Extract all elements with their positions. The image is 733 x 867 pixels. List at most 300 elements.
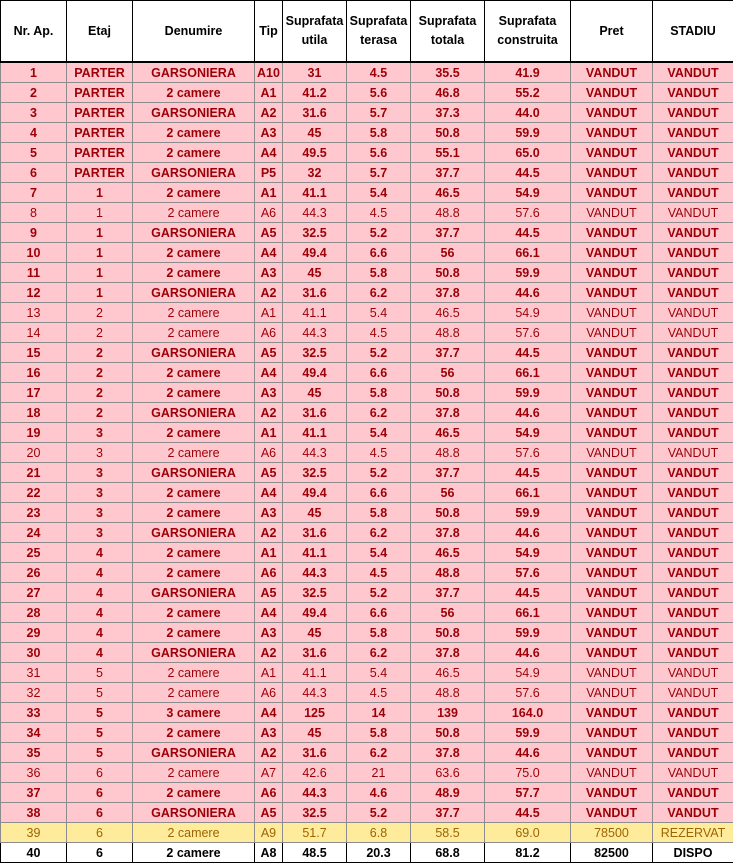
cell-pret: VANDUT bbox=[571, 523, 653, 543]
cell-stadiu: VANDUT bbox=[653, 203, 733, 223]
cell-suprafata-totala: 50.8 bbox=[411, 263, 485, 283]
table-row bbox=[1, 62, 733, 83]
cell-suprafata-terasa: 5.8 bbox=[347, 503, 411, 523]
cell-nr-ap: 24 bbox=[1, 523, 67, 543]
table-row bbox=[1, 463, 733, 483]
cell-denumire: 2 camere bbox=[133, 823, 255, 843]
cell-pret: VANDUT bbox=[571, 663, 653, 683]
cell-suprafata-totala: 46.5 bbox=[411, 543, 485, 563]
cell-tip: A4 bbox=[255, 483, 283, 503]
cell-tip: A2 bbox=[255, 403, 283, 423]
cell-tip: A6 bbox=[255, 323, 283, 343]
cell-tip: A4 bbox=[255, 703, 283, 723]
cell-stadiu: VANDUT bbox=[653, 83, 733, 103]
cell-tip: A8 bbox=[255, 843, 283, 863]
table-row bbox=[1, 323, 733, 343]
cell-etaj: 2 bbox=[67, 383, 133, 403]
table-row bbox=[1, 163, 733, 183]
cell-stadiu: VANDUT bbox=[653, 403, 733, 423]
table-row bbox=[1, 523, 733, 543]
cell-suprafata-utila: 31.6 bbox=[283, 523, 347, 543]
table-body bbox=[1, 62, 733, 863]
cell-pret: VANDUT bbox=[571, 463, 653, 483]
cell-etaj: 4 bbox=[67, 583, 133, 603]
cell-suprafata-totala: 37.3 bbox=[411, 103, 485, 123]
cell-etaj: 1 bbox=[67, 243, 133, 263]
cell-denumire: GARSONIERA bbox=[133, 643, 255, 663]
cell-nr-ap: 9 bbox=[1, 223, 67, 243]
cell-suprafata-totala: 37.7 bbox=[411, 223, 485, 243]
cell-suprafata-totala: 46.5 bbox=[411, 423, 485, 443]
table-row bbox=[1, 743, 733, 763]
cell-suprafata-construita: 57.7 bbox=[485, 783, 571, 803]
table-row bbox=[1, 723, 733, 743]
table-row bbox=[1, 763, 733, 783]
cell-suprafata-construita: 59.9 bbox=[485, 383, 571, 403]
cell-denumire: GARSONIERA bbox=[133, 283, 255, 303]
cell-suprafata-totala: 55.1 bbox=[411, 143, 485, 163]
cell-pret: VANDUT bbox=[571, 643, 653, 663]
cell-pret: VANDUT bbox=[571, 83, 653, 103]
cell-suprafata-totala: 37.7 bbox=[411, 343, 485, 363]
cell-pret: VANDUT bbox=[571, 243, 653, 263]
cell-suprafata-terasa: 4.5 bbox=[347, 62, 411, 83]
header-pret: Pret bbox=[571, 1, 653, 63]
cell-nr-ap: 13 bbox=[1, 303, 67, 323]
cell-suprafata-totala: 37.7 bbox=[411, 463, 485, 483]
table-row bbox=[1, 623, 733, 643]
cell-suprafata-utila: 41.1 bbox=[283, 663, 347, 683]
cell-tip: A5 bbox=[255, 803, 283, 823]
cell-suprafata-construita: 44.6 bbox=[485, 283, 571, 303]
cell-pret: VANDUT bbox=[571, 543, 653, 563]
cell-suprafata-construita: 44.6 bbox=[485, 403, 571, 423]
cell-nr-ap: 30 bbox=[1, 643, 67, 663]
cell-pret: VANDUT bbox=[571, 283, 653, 303]
cell-etaj: 5 bbox=[67, 703, 133, 723]
cell-etaj: 3 bbox=[67, 483, 133, 503]
cell-suprafata-totala: 58.5 bbox=[411, 823, 485, 843]
cell-suprafata-totala: 48.9 bbox=[411, 783, 485, 803]
cell-nr-ap: 17 bbox=[1, 383, 67, 403]
cell-suprafata-terasa: 5.2 bbox=[347, 583, 411, 603]
table-row bbox=[1, 703, 733, 723]
cell-suprafata-construita: 54.9 bbox=[485, 663, 571, 683]
cell-etaj: 6 bbox=[67, 803, 133, 823]
cell-nr-ap: 25 bbox=[1, 543, 67, 563]
table-row bbox=[1, 243, 733, 263]
cell-suprafata-totala: 56 bbox=[411, 363, 485, 383]
cell-nr-ap: 10 bbox=[1, 243, 67, 263]
cell-suprafata-totala: 48.8 bbox=[411, 443, 485, 463]
cell-stadiu: VANDUT bbox=[653, 363, 733, 383]
cell-nr-ap: 21 bbox=[1, 463, 67, 483]
cell-denumire: 2 camere bbox=[133, 603, 255, 623]
cell-denumire: GARSONIERA bbox=[133, 163, 255, 183]
cell-stadiu: VANDUT bbox=[653, 62, 733, 83]
cell-suprafata-terasa: 5.2 bbox=[347, 223, 411, 243]
cell-stadiu: VANDUT bbox=[653, 463, 733, 483]
cell-pret: VANDUT bbox=[571, 143, 653, 163]
cell-nr-ap: 28 bbox=[1, 603, 67, 623]
cell-etaj: PARTER bbox=[67, 103, 133, 123]
cell-etaj: PARTER bbox=[67, 83, 133, 103]
cell-suprafata-terasa: 6.2 bbox=[347, 743, 411, 763]
header-suprafata-terasa: Suprafata terasa bbox=[347, 1, 411, 63]
cell-stadiu: VANDUT bbox=[653, 703, 733, 723]
cell-suprafata-utila: 44.3 bbox=[283, 443, 347, 463]
cell-suprafata-totala: 56 bbox=[411, 483, 485, 503]
cell-pret: VANDUT bbox=[571, 203, 653, 223]
cell-pret: VANDUT bbox=[571, 603, 653, 623]
cell-stadiu: REZERVAT bbox=[653, 823, 733, 843]
cell-pret: VANDUT bbox=[571, 443, 653, 463]
cell-etaj: PARTER bbox=[67, 123, 133, 143]
cell-suprafata-terasa: 6.2 bbox=[347, 283, 411, 303]
cell-etaj: PARTER bbox=[67, 62, 133, 83]
cell-tip: A4 bbox=[255, 603, 283, 623]
cell-denumire: GARSONIERA bbox=[133, 62, 255, 83]
cell-denumire: GARSONIERA bbox=[133, 463, 255, 483]
cell-suprafata-utila: 49.4 bbox=[283, 483, 347, 503]
table-row bbox=[1, 83, 733, 103]
cell-stadiu: VANDUT bbox=[653, 603, 733, 623]
cell-nr-ap: 19 bbox=[1, 423, 67, 443]
cell-nr-ap: 11 bbox=[1, 263, 67, 283]
cell-suprafata-construita: 66.1 bbox=[485, 363, 571, 383]
cell-nr-ap: 8 bbox=[1, 203, 67, 223]
cell-suprafata-terasa: 5.8 bbox=[347, 123, 411, 143]
table-row bbox=[1, 263, 733, 283]
cell-suprafata-totala: 139 bbox=[411, 703, 485, 723]
cell-tip: A6 bbox=[255, 443, 283, 463]
cell-nr-ap: 5 bbox=[1, 143, 67, 163]
cell-denumire: 2 camere bbox=[133, 423, 255, 443]
cell-tip: A2 bbox=[255, 103, 283, 123]
cell-suprafata-terasa: 5.6 bbox=[347, 83, 411, 103]
cell-suprafata-utila: 41.1 bbox=[283, 423, 347, 443]
header-suprafata-construita: Suprafata construita bbox=[485, 1, 571, 63]
cell-stadiu: VANDUT bbox=[653, 163, 733, 183]
cell-denumire: 2 camere bbox=[133, 363, 255, 383]
cell-stadiu: VANDUT bbox=[653, 483, 733, 503]
cell-denumire: 2 camere bbox=[133, 663, 255, 683]
cell-etaj: 1 bbox=[67, 223, 133, 243]
cell-stadiu: VANDUT bbox=[653, 763, 733, 783]
table-row bbox=[1, 443, 733, 463]
cell-etaj: 3 bbox=[67, 503, 133, 523]
table-row bbox=[1, 783, 733, 803]
cell-suprafata-terasa: 5.8 bbox=[347, 623, 411, 643]
cell-suprafata-totala: 48.8 bbox=[411, 683, 485, 703]
cell-pret: VANDUT bbox=[571, 703, 653, 723]
cell-pret: VANDUT bbox=[571, 623, 653, 643]
cell-denumire: GARSONIERA bbox=[133, 403, 255, 423]
cell-etaj: 6 bbox=[67, 823, 133, 843]
cell-suprafata-utila: 45 bbox=[283, 623, 347, 643]
header-suprafata-utila: Suprafata utila bbox=[283, 1, 347, 63]
cell-tip: A7 bbox=[255, 763, 283, 783]
cell-suprafata-construita: 44.6 bbox=[485, 523, 571, 543]
cell-tip: A1 bbox=[255, 83, 283, 103]
cell-suprafata-utila: 41.1 bbox=[283, 183, 347, 203]
cell-suprafata-terasa: 5.7 bbox=[347, 163, 411, 183]
table-row bbox=[1, 603, 733, 623]
cell-etaj: 4 bbox=[67, 563, 133, 583]
cell-pret: VANDUT bbox=[571, 803, 653, 823]
cell-denumire: GARSONIERA bbox=[133, 343, 255, 363]
cell-stadiu: VANDUT bbox=[653, 723, 733, 743]
cell-suprafata-construita: 41.9 bbox=[485, 62, 571, 83]
cell-etaj: 4 bbox=[67, 643, 133, 663]
cell-suprafata-utila: 49.4 bbox=[283, 363, 347, 383]
cell-pret: VANDUT bbox=[571, 723, 653, 743]
cell-suprafata-construita: 55.2 bbox=[485, 83, 571, 103]
cell-suprafata-construita: 66.1 bbox=[485, 243, 571, 263]
cell-stadiu: VANDUT bbox=[653, 423, 733, 443]
cell-suprafata-construita: 54.9 bbox=[485, 423, 571, 443]
cell-suprafata-terasa: 5.4 bbox=[347, 423, 411, 443]
cell-nr-ap: 39 bbox=[1, 823, 67, 843]
cell-suprafata-totala: 50.8 bbox=[411, 623, 485, 643]
cell-etaj: PARTER bbox=[67, 163, 133, 183]
cell-stadiu: VANDUT bbox=[653, 143, 733, 163]
cell-stadiu: VANDUT bbox=[653, 243, 733, 263]
cell-stadiu: DISPO bbox=[653, 843, 733, 863]
cell-nr-ap: 38 bbox=[1, 803, 67, 823]
cell-nr-ap: 36 bbox=[1, 763, 67, 783]
table-row bbox=[1, 423, 733, 443]
cell-suprafata-totala: 50.8 bbox=[411, 123, 485, 143]
cell-suprafata-terasa: 5.4 bbox=[347, 663, 411, 683]
cell-pret: VANDUT bbox=[571, 783, 653, 803]
cell-suprafata-totala: 48.8 bbox=[411, 203, 485, 223]
cell-stadiu: VANDUT bbox=[653, 783, 733, 803]
cell-pret: VANDUT bbox=[571, 423, 653, 443]
cell-suprafata-terasa: 4.5 bbox=[347, 563, 411, 583]
cell-denumire: 2 camere bbox=[133, 763, 255, 783]
cell-suprafata-terasa: 6.8 bbox=[347, 823, 411, 843]
cell-stadiu: VANDUT bbox=[653, 123, 733, 143]
cell-pret: VANDUT bbox=[571, 763, 653, 783]
table-row bbox=[1, 143, 733, 163]
cell-tip: A3 bbox=[255, 503, 283, 523]
cell-tip: A1 bbox=[255, 303, 283, 323]
cell-suprafata-utila: 32.5 bbox=[283, 583, 347, 603]
cell-stadiu: VANDUT bbox=[653, 543, 733, 563]
cell-suprafata-utila: 32.5 bbox=[283, 803, 347, 823]
table-row bbox=[1, 683, 733, 703]
cell-tip: A4 bbox=[255, 243, 283, 263]
cell-pret: 78500 bbox=[571, 823, 653, 843]
cell-suprafata-terasa: 6.6 bbox=[347, 603, 411, 623]
cell-stadiu: VANDUT bbox=[653, 183, 733, 203]
cell-suprafata-construita: 44.5 bbox=[485, 463, 571, 483]
cell-denumire: 2 camere bbox=[133, 303, 255, 323]
cell-nr-ap: 33 bbox=[1, 703, 67, 723]
cell-tip: A1 bbox=[255, 423, 283, 443]
cell-tip: A2 bbox=[255, 743, 283, 763]
header-nr-ap: Nr. Ap. bbox=[1, 1, 67, 63]
cell-suprafata-construita: 54.9 bbox=[485, 303, 571, 323]
cell-suprafata-construita: 44.5 bbox=[485, 223, 571, 243]
cell-etaj: 2 bbox=[67, 403, 133, 423]
cell-nr-ap: 18 bbox=[1, 403, 67, 423]
cell-suprafata-construita: 44.6 bbox=[485, 643, 571, 663]
cell-etaj: 3 bbox=[67, 523, 133, 543]
cell-suprafata-totala: 37.8 bbox=[411, 403, 485, 423]
table-row bbox=[1, 383, 733, 403]
header-suprafata-totala: Suprafata totala bbox=[411, 1, 485, 63]
cell-denumire: 2 camere bbox=[133, 443, 255, 463]
cell-denumire: GARSONIERA bbox=[133, 583, 255, 603]
cell-suprafata-totala: 37.8 bbox=[411, 523, 485, 543]
cell-stadiu: VANDUT bbox=[653, 683, 733, 703]
cell-suprafata-construita: 59.9 bbox=[485, 723, 571, 743]
cell-tip: A6 bbox=[255, 563, 283, 583]
cell-tip: A2 bbox=[255, 643, 283, 663]
cell-tip: A5 bbox=[255, 343, 283, 363]
header-tip: Tip bbox=[255, 1, 283, 63]
cell-tip: A3 bbox=[255, 623, 283, 643]
cell-suprafata-totala: 48.8 bbox=[411, 563, 485, 583]
cell-suprafata-construita: 57.6 bbox=[485, 323, 571, 343]
cell-suprafata-construita: 164.0 bbox=[485, 703, 571, 723]
cell-tip: A1 bbox=[255, 543, 283, 563]
cell-suprafata-terasa: 5.8 bbox=[347, 383, 411, 403]
cell-suprafata-totala: 37.8 bbox=[411, 743, 485, 763]
cell-nr-ap: 7 bbox=[1, 183, 67, 203]
cell-suprafata-totala: 35.5 bbox=[411, 62, 485, 83]
cell-suprafata-construita: 75.0 bbox=[485, 763, 571, 783]
cell-suprafata-utila: 31 bbox=[283, 62, 347, 83]
cell-suprafata-utila: 44.3 bbox=[283, 783, 347, 803]
cell-etaj: 2 bbox=[67, 343, 133, 363]
cell-suprafata-terasa: 21 bbox=[347, 763, 411, 783]
cell-suprafata-construita: 59.9 bbox=[485, 623, 571, 643]
cell-suprafata-utila: 49.5 bbox=[283, 143, 347, 163]
cell-suprafata-terasa: 5.6 bbox=[347, 143, 411, 163]
cell-suprafata-construita: 44.5 bbox=[485, 163, 571, 183]
cell-nr-ap: 15 bbox=[1, 343, 67, 363]
header-etaj: Etaj bbox=[67, 1, 133, 63]
cell-pret: VANDUT bbox=[571, 163, 653, 183]
cell-etaj: 1 bbox=[67, 183, 133, 203]
cell-suprafata-totala: 50.8 bbox=[411, 723, 485, 743]
cell-pret: VANDUT bbox=[571, 743, 653, 763]
cell-suprafata-totala: 46.5 bbox=[411, 663, 485, 683]
cell-nr-ap: 20 bbox=[1, 443, 67, 463]
table-row bbox=[1, 123, 733, 143]
cell-suprafata-utila: 45 bbox=[283, 723, 347, 743]
cell-suprafata-construita: 54.9 bbox=[485, 183, 571, 203]
cell-pret: VANDUT bbox=[571, 62, 653, 83]
cell-stadiu: VANDUT bbox=[653, 643, 733, 663]
cell-etaj: 4 bbox=[67, 603, 133, 623]
cell-tip: A1 bbox=[255, 183, 283, 203]
cell-suprafata-utila: 45 bbox=[283, 263, 347, 283]
cell-denumire: 2 camere bbox=[133, 843, 255, 863]
cell-suprafata-construita: 44.0 bbox=[485, 103, 571, 123]
cell-pret: VANDUT bbox=[571, 583, 653, 603]
cell-stadiu: VANDUT bbox=[653, 103, 733, 123]
cell-suprafata-totala: 56 bbox=[411, 243, 485, 263]
cell-suprafata-construita: 65.0 bbox=[485, 143, 571, 163]
cell-stadiu: VANDUT bbox=[653, 343, 733, 363]
table-row bbox=[1, 303, 733, 323]
cell-suprafata-terasa: 6.2 bbox=[347, 643, 411, 663]
cell-etaj: 3 bbox=[67, 463, 133, 483]
cell-suprafata-totala: 37.7 bbox=[411, 583, 485, 603]
cell-denumire: 2 camere bbox=[133, 323, 255, 343]
cell-nr-ap: 31 bbox=[1, 663, 67, 683]
cell-pret: VANDUT bbox=[571, 483, 653, 503]
cell-nr-ap: 2 bbox=[1, 83, 67, 103]
cell-suprafata-utila: 44.3 bbox=[283, 203, 347, 223]
cell-suprafata-terasa: 4.6 bbox=[347, 783, 411, 803]
cell-suprafata-terasa: 4.5 bbox=[347, 203, 411, 223]
cell-stadiu: VANDUT bbox=[653, 523, 733, 543]
cell-suprafata-utila: 31.6 bbox=[283, 103, 347, 123]
cell-suprafata-utila: 44.3 bbox=[283, 323, 347, 343]
cell-suprafata-terasa: 4.5 bbox=[347, 323, 411, 343]
cell-suprafata-terasa: 5.2 bbox=[347, 463, 411, 483]
cell-nr-ap: 34 bbox=[1, 723, 67, 743]
table-row bbox=[1, 803, 733, 823]
cell-stadiu: VANDUT bbox=[653, 383, 733, 403]
cell-suprafata-utila: 42.6 bbox=[283, 763, 347, 783]
cell-pret: VANDUT bbox=[571, 403, 653, 423]
cell-nr-ap: 27 bbox=[1, 583, 67, 603]
cell-suprafata-utila: 31.6 bbox=[283, 403, 347, 423]
cell-suprafata-construita: 69.0 bbox=[485, 823, 571, 843]
cell-nr-ap: 1 bbox=[1, 62, 67, 83]
cell-stadiu: VANDUT bbox=[653, 743, 733, 763]
cell-etaj: 2 bbox=[67, 303, 133, 323]
cell-etaj: 1 bbox=[67, 203, 133, 223]
cell-etaj: 6 bbox=[67, 843, 133, 863]
cell-suprafata-terasa: 6.6 bbox=[347, 483, 411, 503]
cell-suprafata-construita: 66.1 bbox=[485, 603, 571, 623]
cell-denumire: 2 camere bbox=[133, 143, 255, 163]
cell-suprafata-construita: 44.5 bbox=[485, 803, 571, 823]
cell-suprafata-utila: 31.6 bbox=[283, 643, 347, 663]
cell-nr-ap: 23 bbox=[1, 503, 67, 523]
cell-suprafata-construita: 57.6 bbox=[485, 683, 571, 703]
cell-suprafata-utila: 32.5 bbox=[283, 343, 347, 363]
cell-suprafata-terasa: 5.8 bbox=[347, 263, 411, 283]
cell-tip: A2 bbox=[255, 523, 283, 543]
cell-suprafata-terasa: 6.2 bbox=[347, 523, 411, 543]
cell-suprafata-utila: 32.5 bbox=[283, 223, 347, 243]
cell-pret: VANDUT bbox=[571, 343, 653, 363]
cell-denumire: GARSONIERA bbox=[133, 803, 255, 823]
cell-denumire: 2 camere bbox=[133, 483, 255, 503]
cell-tip: A3 bbox=[255, 263, 283, 283]
cell-denumire: 2 camere bbox=[133, 183, 255, 203]
cell-nr-ap: 6 bbox=[1, 163, 67, 183]
table-row bbox=[1, 823, 733, 843]
cell-suprafata-totala: 68.8 bbox=[411, 843, 485, 863]
table-row bbox=[1, 223, 733, 243]
cell-suprafata-totala: 37.8 bbox=[411, 283, 485, 303]
cell-suprafata-terasa: 6.6 bbox=[347, 243, 411, 263]
cell-suprafata-construita: 66.1 bbox=[485, 483, 571, 503]
cell-pret: VANDUT bbox=[571, 383, 653, 403]
cell-etaj: 4 bbox=[67, 623, 133, 643]
cell-etaj: 1 bbox=[67, 283, 133, 303]
cell-etaj: 2 bbox=[67, 363, 133, 383]
